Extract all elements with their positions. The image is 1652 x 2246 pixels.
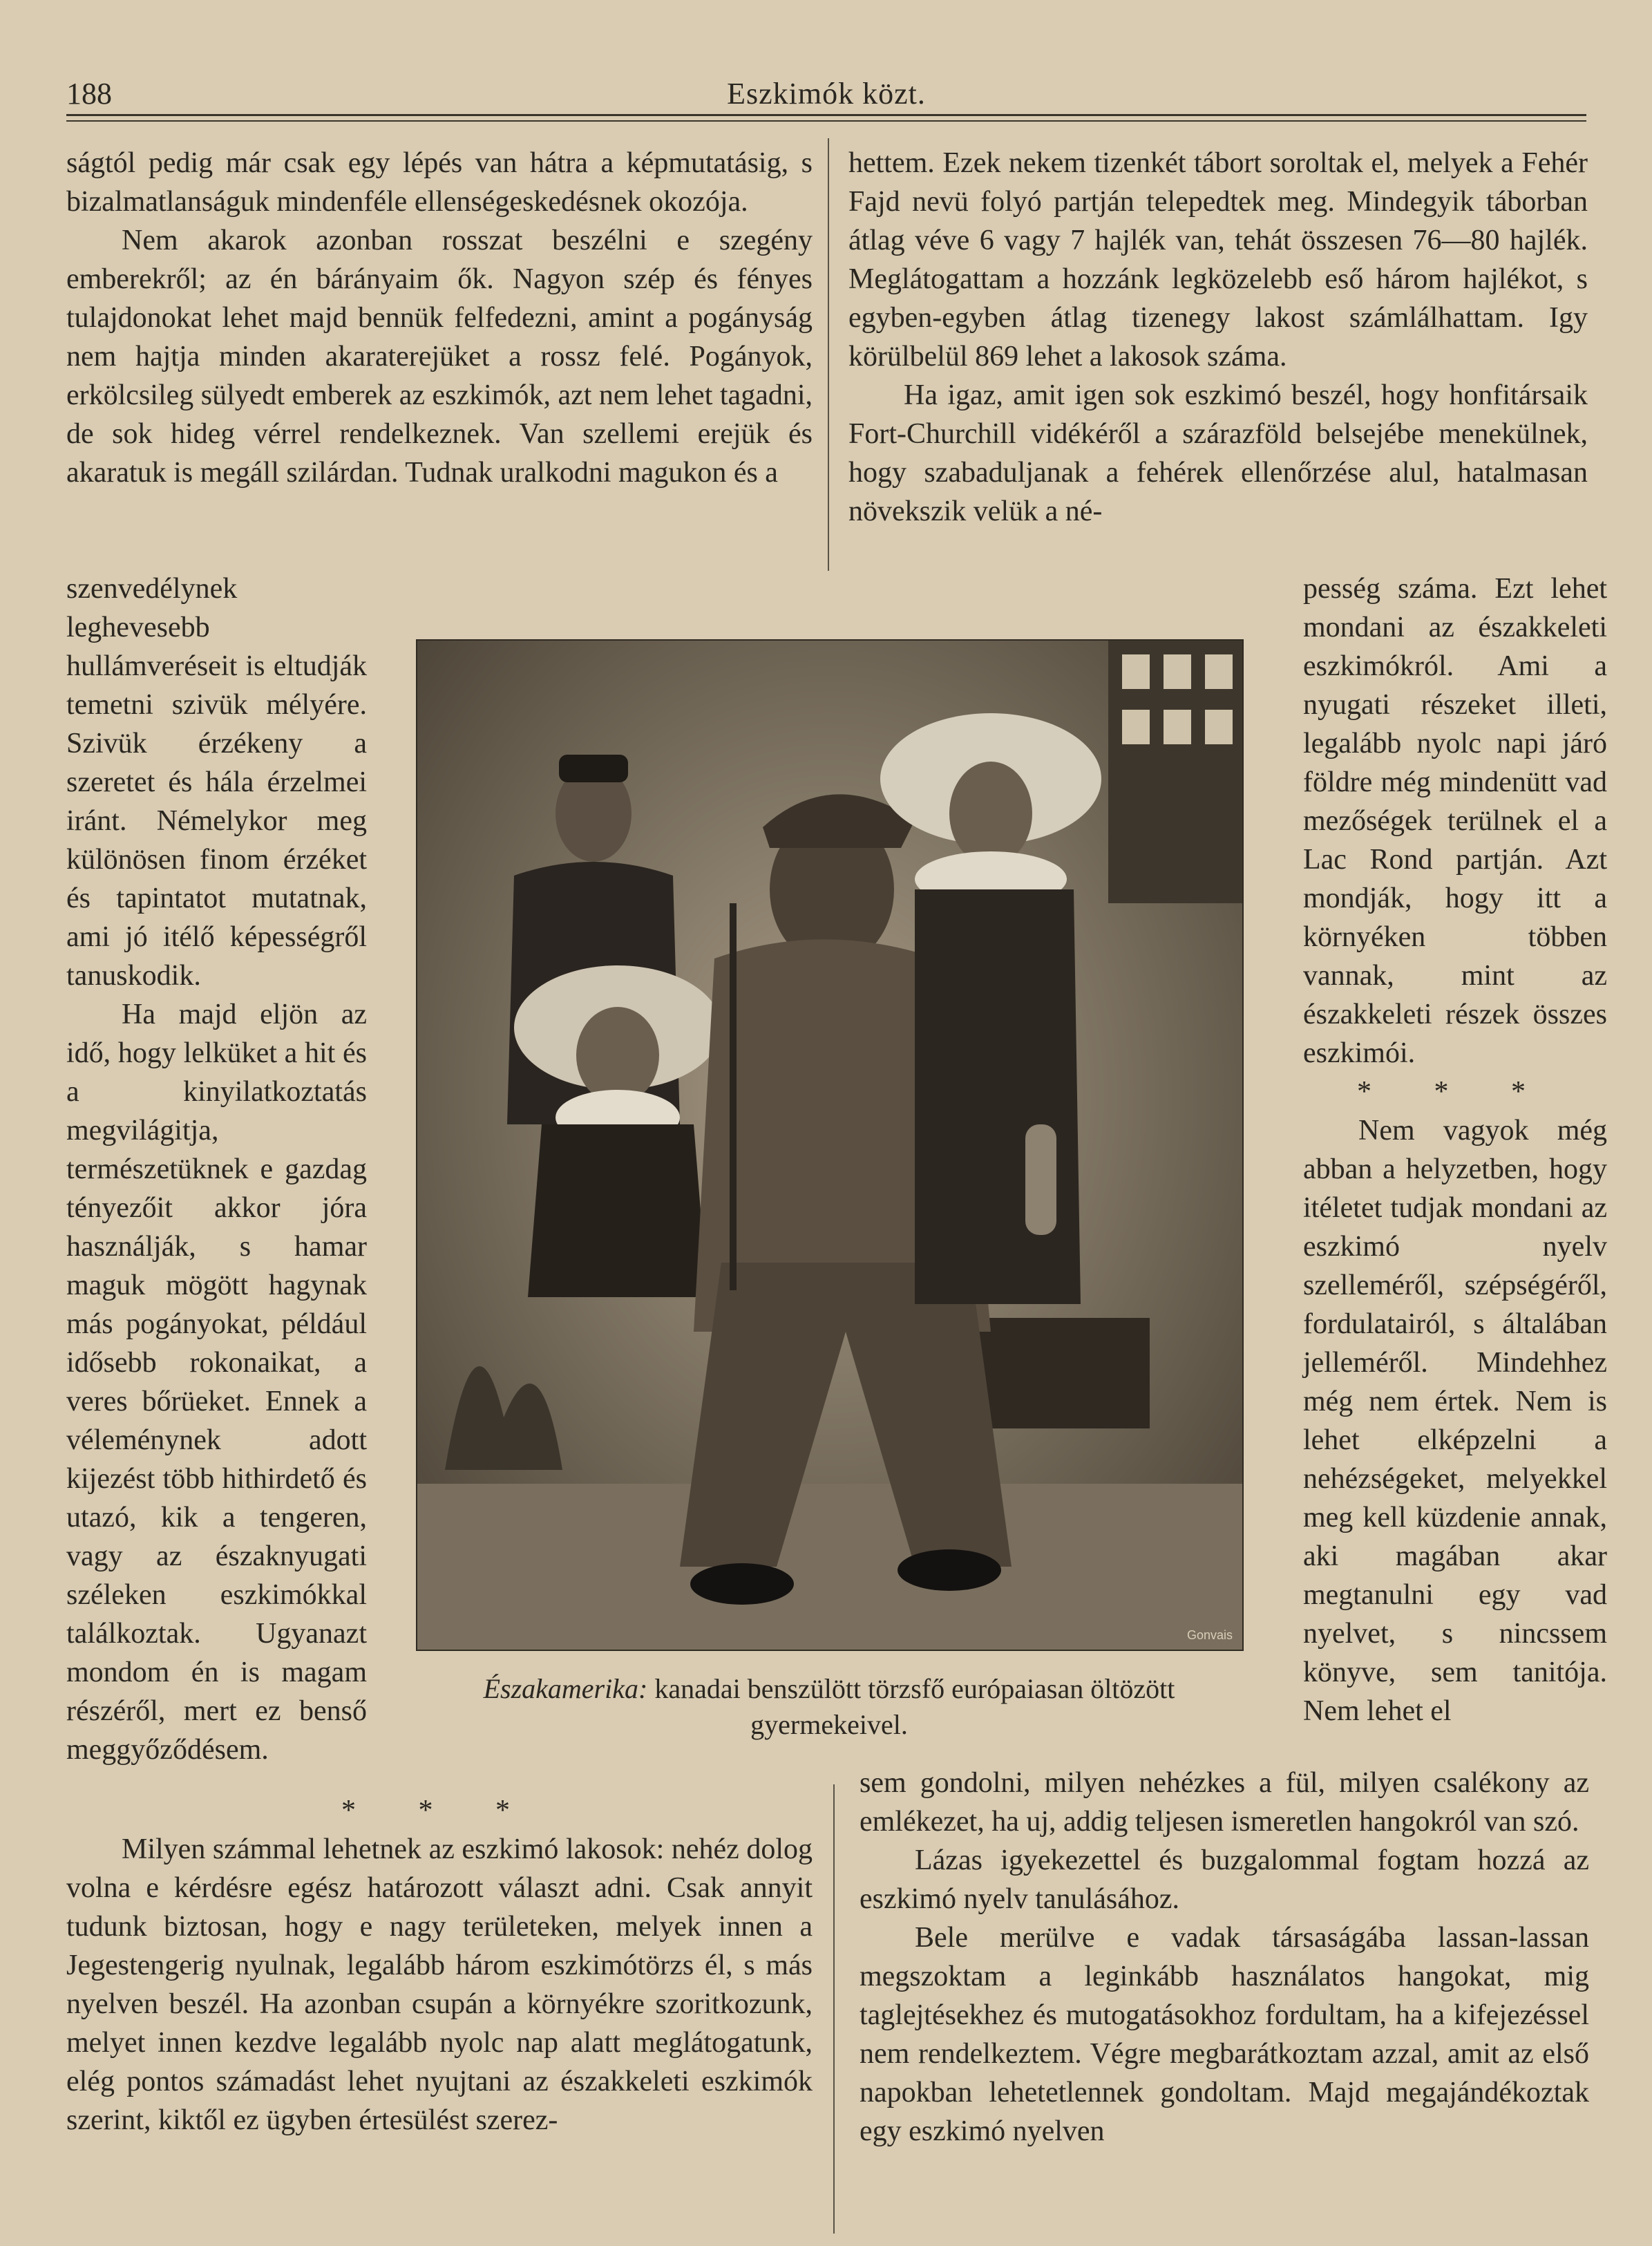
column-divider-bottom [833, 1784, 835, 2234]
caption-lead: Északamerika: [483, 1673, 648, 1704]
paragraph: Milyen számmal lehetnek az eszkimó lakosok: nehéz dolog volna e kérdésre egész határozott választ adni. Csak annyit tudunk biztosan, hogy e nagy területeken, melyek innen a Jegestengerig nyulnak, legalább három eszkimótörzs él, s más nyelven beszél. Ha azonban csupán a környékre szoritkozunk, melyet innen kezdve legalább nyolc nap alatt meglátogatunk, elég pontos számadást lehet nyujtani az északkeleti eszkimók szerint, kiktől ez ügyben értesülést szerez- [66, 1833, 813, 2136]
paragraph: szenvedélynek leghevesebb hullámveréseit is eltudják temetni szivük mélyére. Szivük érzékeny a szeretet és hála érzelmei iránt. Némelykor meg különösen finom érzéket és tapintatot mutatnak, ami jó itélő képességről tanuskodik. [66, 573, 367, 992]
left-column-narrow [66, 569, 367, 1769]
header-rule-secondary [66, 120, 1586, 122]
paragraph: Nem vagyok még abban a helyzetben, hogy itéletet tudjak mondani az eszkimó nyelv szelleméről, szépségéről, fordulatairól, s általában jelleméről. Mindehhez még nem értek. Nem is lehet elképzelni a nehézségeket, melyekkel meg kell küzdenie annak, aki magában akar megtanulni egy vad nyelvet, s nincssem könyve, sem tanitója. Nem lehet el [1303, 1115, 1607, 1727]
small-child-figure [514, 965, 721, 1297]
right-column-top [848, 144, 1588, 531]
right-column-bottom [860, 1764, 1589, 2151]
left-column-top [66, 144, 813, 492]
page-header [66, 69, 1586, 117]
paragraph: hettem. Ezek nekem tizenkét tábort soroltak el, melyek a Fehér Fajd nevü folyó partján telepedtek meg. Mindegyik táborban átlag véve 6 vagy 7 hajlék van, tehát összesen 76—80 hajlék. Meglátogattam a hozzánk legközelebb eső három hajlékot, s egyben-egyben átlag tizenegy lakost számlálhattam. Igy körülbelül 869 lehet a lakosok száma. [848, 147, 1588, 372]
page-number: 188 [66, 77, 112, 111]
section-break-stars: * * * [341, 1795, 538, 1827]
caption-text: kanadai benszülött törzsfő európaiasan öltözött gyermekeivel. [647, 1673, 1175, 1740]
paragraph: Lázas igyekezettel és buzgalommal fogtam hozzá az eszkimó nyelv tanulásához. [860, 1844, 1589, 1915]
paragraph: ságtól pedig már csak egy lépés van hátra a képmutatásig, s bizalmatlanságuk mindenféle ellenségeskedésnek okozója. [66, 147, 813, 218]
photo-caption [449, 1671, 1209, 1743]
paragraph: Ha majd eljön az idő, hogy lelküket a hit és a kinyilatkoztatás megvilágitja, természetüknek e gazdag tényezőit akkor jóra használják, s hamar maguk mögött hagynak más pogányokat, például idősebb rokonaikat, a veres bőrüeket. Ennek a véleménynek adott kijezést több hithirdető és utazó, kik a tengeren, vagy az északnyugati széleken eszkimókkal találkoztak. Ugyanazt mondom én is magam részéről, mert ez benső meggyőződésem. [66, 999, 367, 1766]
left-column-bottom [66, 1791, 813, 2140]
paragraph: Nem akarok azonban rosszat beszélni e szegény emberekről; az én bárányaim ők. Nagyon szép és fényes tulajdonokat lehet majd bennük felfedezni, amint a pogányság nem hajtja minden akaraterejüket a rossz felé. Pogányok, erkölcsileg sülyedt emberek az eszkimók, azt nem lehet tagadni, de sok hideg vérrel rendelkeznek. Van szellemi erejük és akaratuk is megáll szilárdan. Tudnak uralkodni magukon és a [66, 225, 813, 489]
paragraph: pesség száma. Ezt lehet mondani az északkeleti eszkimókról. Ami a nyugati részeket illeti, legalább nyolc napi járó földre még mindenütt vad mezőségek terülnek el a Lac Rond partján. Azt mondják, hogy itt a környéken többen vannak, mint az északkeleti részek összes eszkimói. [1303, 573, 1607, 1069]
paragraph: Bele merülve e vadak társaságába lassan-lassan megszoktam a leginkább használatos hangokat, mig taglejtésekhez és mutogatásokhoz fordultam, ha a kifejezéssel nem rendelkeztem. Végre megbarátkoztam azzal, amit az első napokban lehetetlennek gondoltam. Majd megajándékoztak egy eszkimó nyelven [860, 1922, 1589, 2147]
section-break-stars: * * * [1357, 1076, 1553, 1108]
paragraph: sem gondolni, milyen nehézkes a fül, milyen csalékony az emlékezet, ha uj, addig teljesen ismeretlen hangokról van szó. [860, 1767, 1589, 1838]
running-title: Eszkimók közt. [727, 77, 926, 111]
header-rule [66, 114, 1586, 116]
paragraph: Ha igaz, amit igen sok eszkimó beszél, hogy honfitársaik Fort-Churchill vidékéről a szárazföld belsejébe menekülnek, hogy szabaduljanak a fehérek ellenőrzése alul, hatalmasan növekszik velük a né- [848, 379, 1588, 527]
photograph [416, 639, 1244, 1651]
column-divider-top [828, 138, 829, 571]
right-column-narrow [1303, 569, 1607, 1730]
photo-signature: Gonvais [1186, 1628, 1233, 1642]
